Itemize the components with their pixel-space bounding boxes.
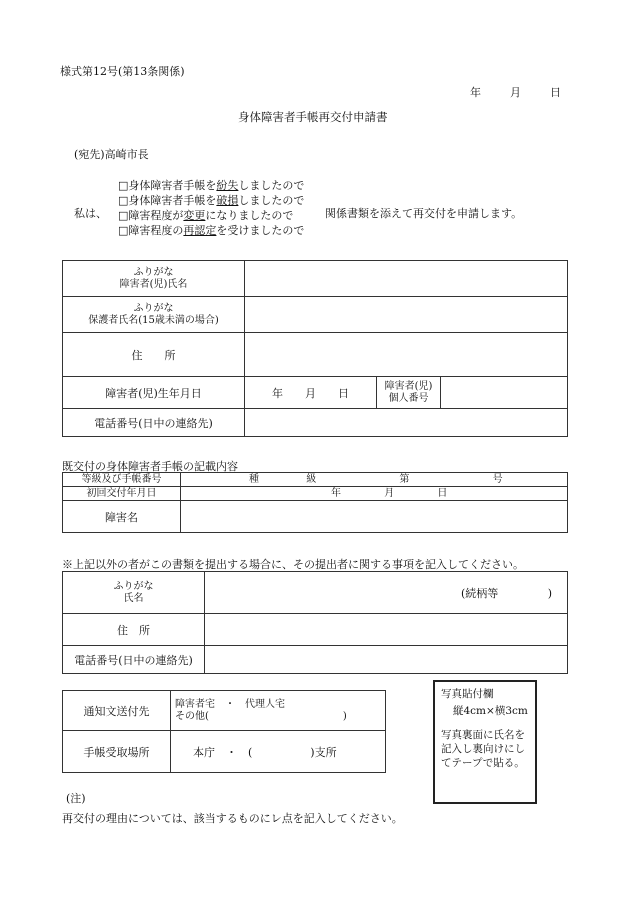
photo-size: 縦4cm×横3cm — [453, 705, 528, 717]
page-title: 身体障害者手帳再交付申請書 — [238, 110, 388, 124]
date-line — [470, 84, 561, 100]
statement-prefix: 私は、 — [74, 207, 107, 220]
birthdate-label: 障害者(児)生年月日 — [63, 377, 245, 409]
disability-name-field[interactable] — [181, 501, 568, 533]
note-label: (注) — [66, 792, 86, 805]
name-label-cell — [63, 261, 245, 297]
address-label: 住 所 — [63, 333, 245, 377]
guardian-name-field[interactable] — [245, 297, 568, 333]
date-day: 日 — [550, 86, 561, 99]
notice-other: その他( — [175, 710, 209, 722]
grade-label: 等級及び手帳番号 — [63, 473, 181, 487]
date-month: 月 — [510, 86, 521, 99]
first-issue-label: 初回交付年月日 — [63, 487, 181, 501]
phone-label: 電話番号(日中の連絡先) — [63, 409, 245, 437]
reason-list — [118, 178, 304, 238]
relation-label: (続柄等 — [461, 586, 499, 600]
guardian-label-cell — [63, 297, 245, 333]
photo-title: 写真貼付欄 — [441, 688, 494, 700]
submitter-phone-field[interactable] — [205, 646, 568, 674]
submitter-name-field[interactable]: (続柄等 ) — [205, 572, 568, 614]
date-year: 年 — [470, 86, 481, 99]
first-issue-field[interactable]: 年 月 日 — [181, 487, 568, 501]
submitter-address-field[interactable] — [205, 614, 568, 646]
note-text: 再交付の理由については、該当するものにレ点を記入してください。 — [62, 812, 403, 825]
applicant-table — [62, 260, 568, 437]
personal-number-label: 障害者(児) 個人番号 — [377, 377, 441, 409]
form-number: 様式第12号(第13条関係) — [60, 65, 185, 78]
delivery-table — [62, 690, 386, 773]
addressee: (宛先)高崎市長 — [74, 148, 149, 161]
notice-label: 通知文送付先 — [63, 691, 171, 731]
statement-suffix: 関係書類を添えて再交付を申請します。 — [325, 207, 523, 220]
submitter-note: ※上記以外の者がこの書類を提出する場合に、その提出者に関する事項を記入してください。 — [62, 558, 524, 571]
photo-instruction: 写真裏面に氏名を記入し裏向けにしてテープで貼る。 — [441, 729, 525, 769]
guardian-furigana-label: ふりがな — [133, 302, 174, 314]
address-field[interactable] — [245, 333, 568, 377]
name-field[interactable] — [245, 261, 568, 297]
guardian-name-label: 保護者氏名(15歳未満の場合) — [88, 314, 219, 326]
phone-field[interactable] — [245, 409, 568, 437]
name-label: 障害者(児)氏名 — [119, 278, 188, 290]
pickup-label: 手帳受取場所 — [63, 731, 171, 773]
existing-section-title: 既交付の身体障害者手帳の記載内容 — [62, 460, 238, 473]
submitter-name-label-cell — [63, 572, 205, 614]
submitter-address-label: 住 所 — [63, 614, 205, 646]
personal-number-field[interactable] — [441, 377, 568, 409]
furigana-label: ふりがな — [133, 266, 174, 278]
submitter-name-label: 氏名 — [123, 592, 144, 604]
birthdate-field[interactable]: 年 月 日 — [245, 377, 377, 409]
photo-box — [433, 680, 537, 804]
reason-lost[interactable]: □身体障害者手帳を紛失しましたので — [118, 179, 305, 192]
notice-field[interactable]: 障害者宅 ・ 代理人宅 その他( ) — [171, 691, 386, 731]
submitter-furigana-label: ふりがな — [113, 580, 154, 592]
reason-recertified[interactable]: □障害程度の再認定を受けましたので — [118, 224, 305, 237]
reason-changed[interactable]: □障害程度が変更になりましたので — [118, 209, 294, 222]
notice-options: 障害者宅 ・ 代理人宅 — [175, 698, 285, 710]
reason-damaged[interactable]: □身体障害者手帳を破損しましたので — [118, 194, 305, 207]
submitter-table — [62, 571, 568, 674]
submitter-phone-label: 電話番号(日中の連絡先) — [63, 646, 205, 674]
grade-field[interactable]: 種 級 第 号 — [181, 473, 568, 487]
pickup-field[interactable]: 本庁 ・ ( )支所 — [171, 731, 386, 773]
existing-table — [62, 472, 568, 533]
disability-name-label: 障害名 — [63, 501, 181, 533]
